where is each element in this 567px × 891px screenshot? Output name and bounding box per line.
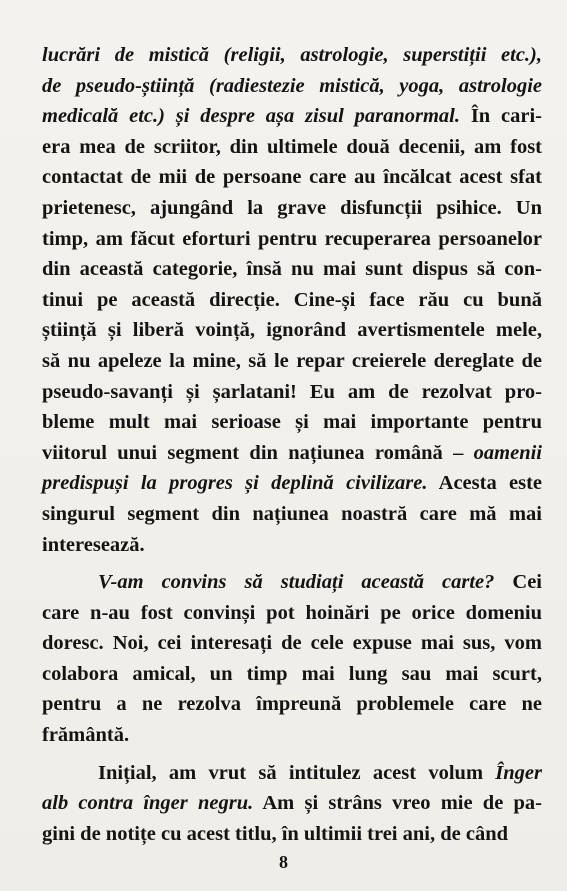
text-run: Cei [494, 571, 542, 594]
text-run: Am și strâns vreo mie de pa- [253, 792, 543, 815]
text-line [42, 162, 542, 193]
text-line [42, 315, 542, 346]
text-line [42, 819, 542, 850]
text-line [42, 720, 542, 751]
italic-text: V-am convins să studiați această carte? [98, 571, 495, 594]
text-run: Acesta este [427, 472, 542, 495]
text-run: știință și liberă voință, ignorând avertismentele mele, [42, 319, 542, 342]
text-run: bleme mult mai serioase și mai importante pentru [42, 411, 542, 434]
paragraph-gap [42, 751, 542, 758]
text-run: prietenesc, ajungând la grave disfuncții psihice. Un [42, 196, 542, 219]
italic-text: lucrări de mistică (religii, astrologie, superstiții etc.), [42, 44, 542, 66]
text-run: viitorul unui segment din națiunea română – [42, 441, 474, 464]
text-line [42, 567, 542, 598]
text-line [42, 132, 542, 163]
text-run: pentru a ne rezolva împreună problemele care ne [42, 693, 542, 716]
text-line [42, 628, 542, 659]
italic-text: oamenii [473, 441, 542, 464]
text-line [42, 468, 542, 499]
text-line [42, 193, 542, 224]
italic-text: medicală etc.) și despre așa zisul paranormal. [42, 105, 460, 128]
italic-text: de pseudo-știință (radiestezie mistică, yoga, astrologie [42, 74, 542, 97]
text-line [42, 689, 542, 720]
text-line [42, 438, 542, 469]
text-run: frământă. [42, 724, 130, 747]
text-run: În cari- [460, 105, 542, 128]
text-run: doresc. Noi, cei interesați de cele expuse mai sus, vom [42, 632, 542, 655]
text-run: gini de notițe cu acest titlu, în ultimii trei ani, de când [42, 822, 508, 845]
text-line [42, 377, 542, 408]
text-line [42, 598, 542, 629]
text-line [42, 530, 542, 561]
text-line [42, 407, 542, 438]
italic-text: predispuși la progres și deplină civilizare. [42, 472, 428, 495]
text-line [42, 499, 542, 530]
text-run: din această categorie, însă nu mai sunt dispus să con- [42, 258, 542, 281]
text-line [42, 659, 542, 690]
text-line [42, 346, 542, 377]
text-run: să nu apeleze la mine, să le repar creierele dereglate de [42, 349, 542, 372]
text-line [42, 40, 542, 71]
text-line [42, 788, 542, 819]
text-line [42, 101, 542, 132]
text-run: singurul segment din națiunea noastră care mă mai [42, 502, 542, 525]
text-run: era mea de scriitor, din ultimele două decenii, am fost [42, 135, 542, 158]
text-line [42, 254, 542, 285]
text-line [42, 71, 542, 102]
paragraph-gap [42, 560, 542, 567]
text-run: colabora amical, un timp mai lung sau mai scurt, [42, 662, 542, 685]
text-run: care n-au fost convinși pot hoinări pe orice domeniu [42, 601, 542, 624]
body-text [42, 40, 542, 849]
italic-text: alb contra înger negru. [42, 792, 254, 815]
text-line [42, 285, 542, 316]
text-run: Inițial, am vrut să intitulez acest volum [98, 761, 496, 784]
page-number: 8 [279, 852, 288, 872]
text-run: pseudo-savanți și șarlatani! Eu am de rezolvat pro- [42, 380, 542, 403]
text-run: interesează. [42, 533, 145, 556]
text-line [42, 224, 542, 255]
text-line [42, 758, 542, 789]
text-run: timp, am făcut eforturi pentru recuperarea persoanelor [42, 227, 542, 250]
italic-text: Înger [495, 761, 542, 784]
text-run: contactat de mii de persoane care au încălcat acest sfat [42, 166, 542, 189]
text-run: tinui pe această direcție. Cine-și face rău cu bună [42, 288, 542, 311]
